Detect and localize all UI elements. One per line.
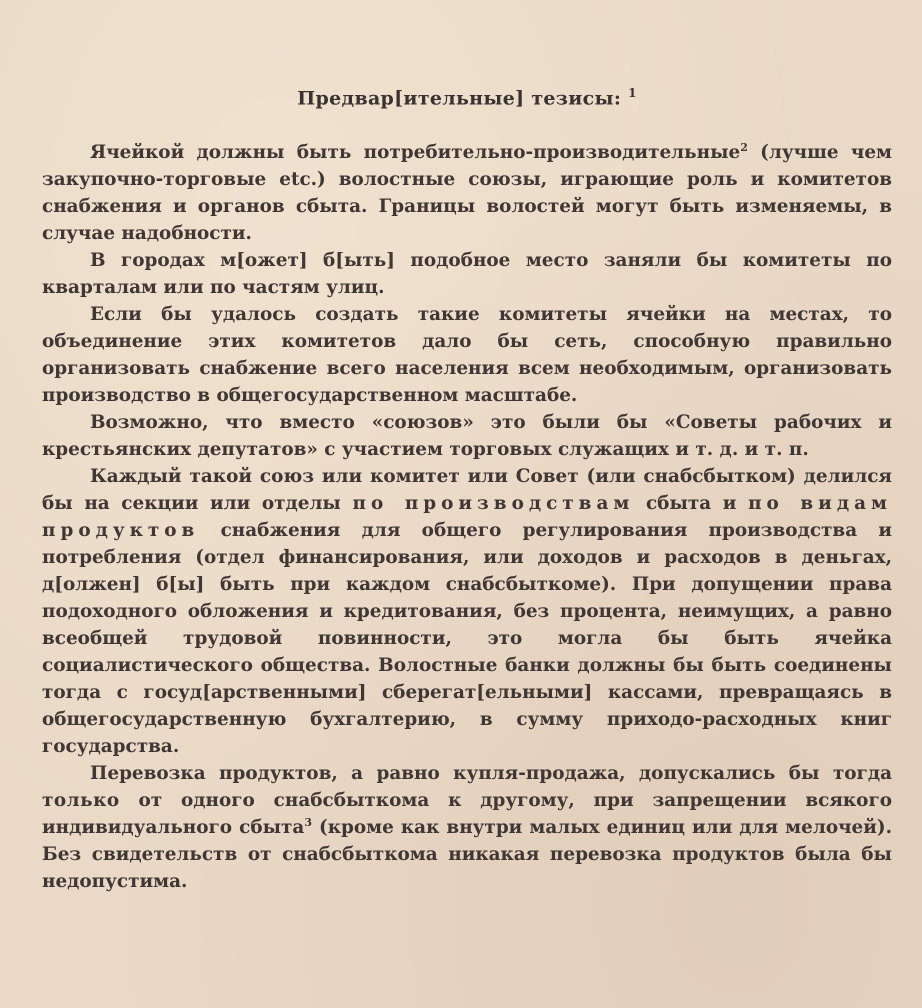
title-footnote-mark: 1 [628,86,637,100]
paragraph-6-text-b: от одного снабсбыткома к другому, при запрещении всякого индивидуального сбыта [42,790,892,839]
spaced-emphasis-1: по производствам [352,493,635,515]
paragraph-5-text-a: Каждый такой союз или комитет или Совет (или снабсбытком) делился бы на секции или отделы [42,466,892,515]
bold-emphasis: только [42,790,120,812]
footnote-mark-3: 3 [304,816,312,830]
paragraph-3: Если бы удалось создать такие комитеты ячейки на местах, то объединение этих комитетов дало бы сеть, способную правильно организовать снабжение всего населения всем необходимым, организовать производство в общегосударственном масштабе. [42,304,892,407]
paragraph-1 [42,139,892,247]
footnote-mark-2: 2 [740,141,748,155]
paragraph-1-text-a: Ячейкой должны быть потребительно-производительные [90,142,741,164]
page-title [42,86,892,109]
paragraph-5-text-c: снабжения для общего регулирования производства и потребления (отдел финансирования, или доходов и расходов в деньгах, д[олжен] б[ы] быть при каждом снабсбыткоме). При допущении права подоходного обложения и кредитования, без процента, неимущих, а равно всеобщей трудовой повинности, это могла бы быть ячейка социалистического общества. Волостные банки должны бы быть соединены тогда с госуд[арственными] сберегат[ельными] кассами, превращаясь в общегосударственную бухгалтерию, в сумму приходо-расходных книг государства. [42,520,892,758]
paragraph-2: В городах м[ожет] б[ыть] подобное место заняли бы комитеты по кварталам или по частям улиц. [42,250,892,299]
spaced-emphasis-2: по видам продуктов [42,493,892,542]
paragraph-5-text-b: сбыта и [634,493,749,515]
paragraph-4: Возможно, что вместо «союзов» это были бы «Советы рабочих и крестьянских депутатов» с участием торговых служащих и т. д. и т. п. [42,412,892,461]
paragraph-6-text-c: (кроме как внутри малых единиц или для мелочей). Без свидетельств от снабсбыткома никакая перевозка продуктов была бы недопустима. [42,817,892,893]
paragraph-6-text-a: Перевозка продуктов, а равно купля-продажа, допускались бы тогда [90,763,892,785]
title-text: Предвар[ительные] тезисы: [297,87,622,110]
paragraph-5 [42,463,892,760]
paragraph-6 [42,760,892,895]
paragraph-1-text-b: (лучше чем закупочно-торговые etc.) волостные союзы, играющие роль и комитетов снабжения и органов сбыта. Границы волостей могут быть изменяемы, в случае надобности. [42,142,892,245]
